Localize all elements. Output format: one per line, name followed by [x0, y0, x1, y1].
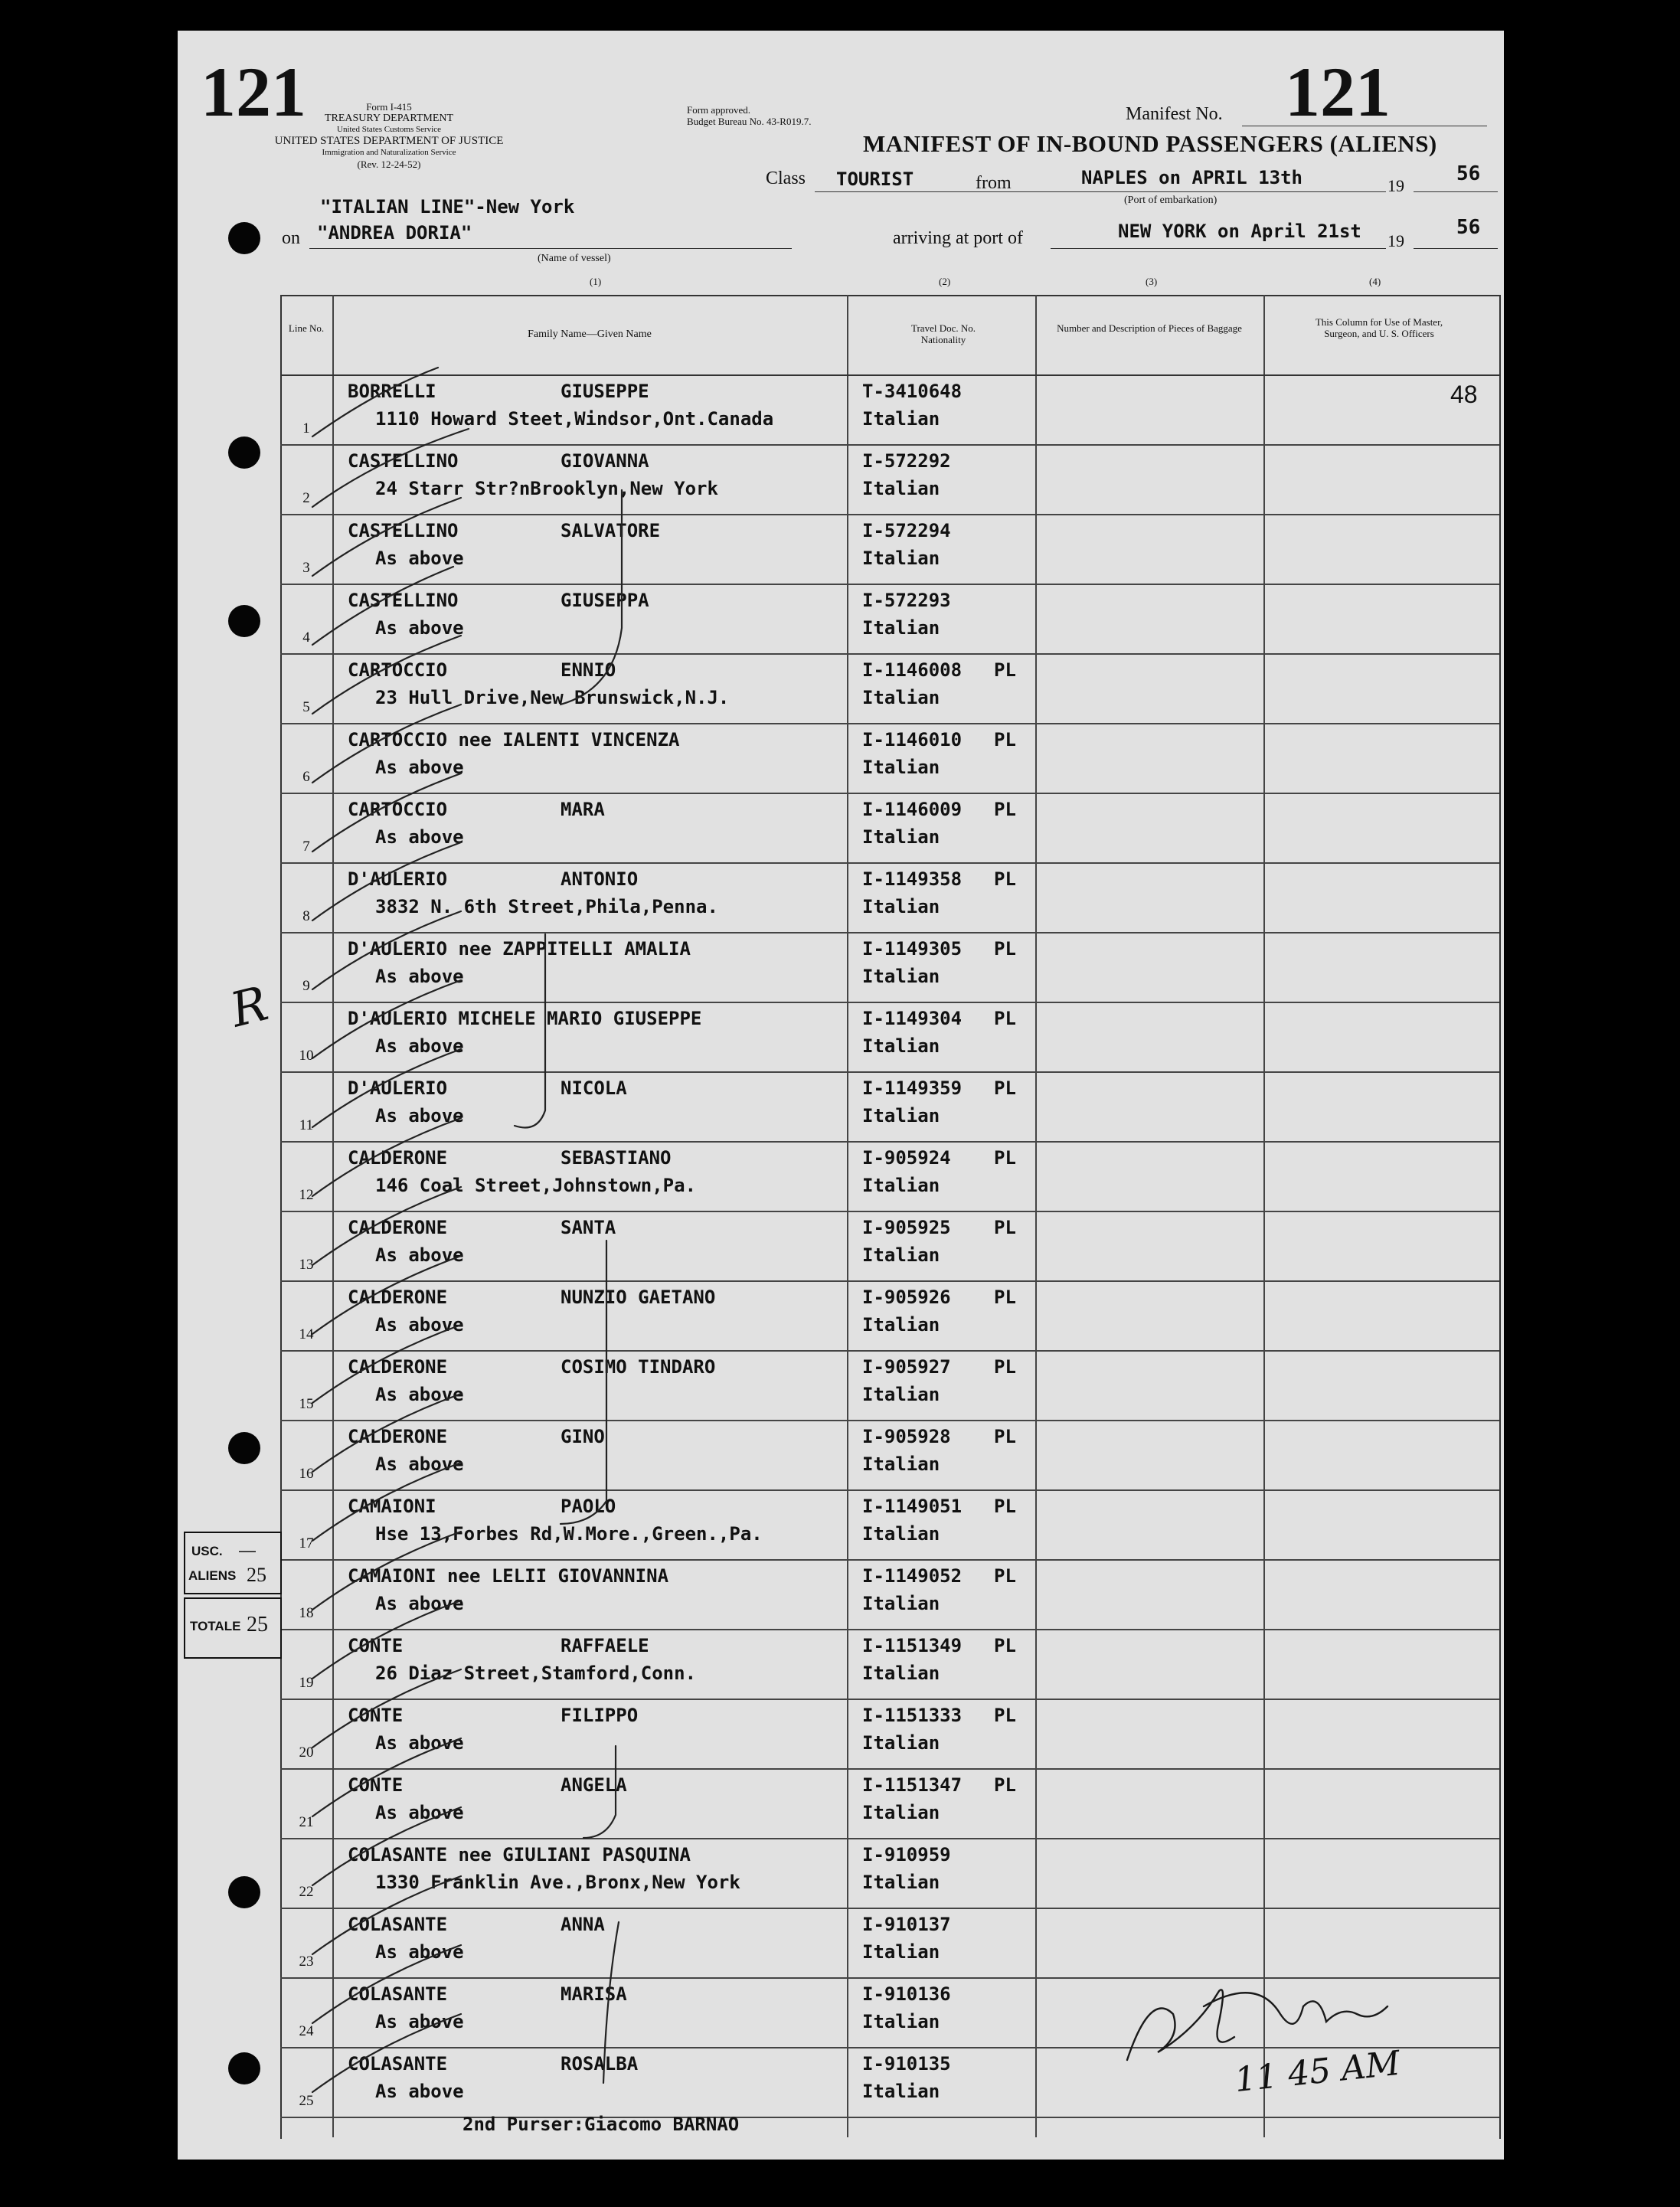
table-row — [280, 723, 1499, 794]
family-name: D'AULERIO nee ZAPPITELLI AMALIA — [348, 938, 691, 960]
table-row — [280, 932, 1499, 1003]
given-name: FILIPPO — [561, 1705, 639, 1726]
travel-doc-no: I-910135 — [862, 2053, 951, 2075]
nationality: Italian — [862, 2081, 940, 2102]
given-name: NICOLA — [561, 1077, 627, 1099]
table-row — [280, 1280, 1499, 1352]
line-number: 16 — [299, 1466, 314, 1482]
address: 26 Diaz Street,Stamford,Conn. — [375, 1663, 697, 1684]
given-name: ANGELA — [561, 1774, 627, 1796]
line-number: 9 — [302, 978, 310, 994]
nationality: Italian — [862, 2011, 940, 2032]
given-name: SEBASTIANO — [561, 1147, 672, 1169]
nationality: Italian — [862, 1453, 940, 1475]
nationality: Italian — [862, 1872, 940, 1893]
travel-doc-no: I-910137 — [862, 1914, 951, 1935]
address: As above — [375, 966, 464, 987]
class-label: Class — [766, 168, 806, 188]
family-name: CASTELLINO — [348, 520, 459, 541]
doc-suffix: PL — [994, 1635, 1016, 1656]
header-doc: Travel Doc. No. Nationality — [910, 322, 976, 345]
line-number: 24 — [299, 2023, 314, 2039]
binder-hole — [228, 1432, 260, 1464]
on-label: on — [282, 228, 300, 248]
page-number-left: 121 — [201, 53, 306, 131]
totale-value: 25 — [247, 1613, 268, 1636]
travel-doc-no: I-910959 — [862, 1844, 951, 1865]
line-number: 11 — [299, 1117, 314, 1133]
form-header-left — [266, 101, 512, 170]
table-row — [280, 1002, 1499, 1073]
nationality: Italian — [862, 408, 940, 430]
usc-label: USC. — [191, 1544, 223, 1558]
vessel-value: "ANDREA DORIA" — [317, 222, 472, 244]
manifest-page — [178, 31, 1504, 2160]
address: As above — [375, 1802, 464, 1823]
page-number-right: 121 — [1285, 53, 1391, 131]
family-name: BORRELLI — [348, 381, 436, 402]
margin-mark: R — [224, 975, 273, 1038]
family-name: CALDERONE — [348, 1147, 448, 1169]
line-number: 17 — [299, 1535, 314, 1551]
address: 3832 N. 6th Street,Phila,Penna. — [375, 896, 718, 917]
from-label: from — [976, 173, 1012, 193]
family-name: CALDERONE — [348, 1356, 448, 1378]
family-name: CALDERONE — [348, 1217, 448, 1238]
manifest-title: MANIFEST OF IN-BOUND PASSENGERS (ALIENS) — [863, 130, 1437, 157]
line-number: 25 — [299, 2093, 314, 2109]
address: As above — [375, 757, 464, 778]
family-name: D'AULERIO — [348, 868, 448, 890]
year-value-1: 56 — [1456, 162, 1481, 185]
line-number: 2 — [302, 490, 310, 506]
nationality: Italian — [862, 966, 940, 987]
table-row — [280, 1629, 1499, 1700]
travel-doc-no: I-1149305 — [862, 938, 963, 960]
table-row — [280, 653, 1499, 724]
travel-doc-no: I-572294 — [862, 520, 951, 541]
family-name: D'AULERIO — [348, 1077, 448, 1099]
treasury-dept: TREASURY DEPARTMENT — [324, 113, 454, 124]
travel-doc-no: I-572292 — [862, 450, 951, 472]
family-name: CONTE — [348, 1774, 404, 1796]
line-number: 1 — [302, 420, 310, 436]
family-name: CASTELLINO — [348, 450, 459, 472]
nationality: Italian — [862, 1941, 940, 1963]
manifest-no-label: Manifest No. — [1126, 104, 1223, 124]
family-name: CALDERONE — [348, 1426, 448, 1447]
address: As above — [375, 1105, 464, 1126]
nationality: Italian — [862, 1732, 940, 1754]
doc-suffix: PL — [994, 938, 1016, 960]
usc-box — [184, 1532, 282, 1594]
line-number: 15 — [299, 1396, 314, 1412]
doc-suffix: PL — [994, 1077, 1016, 1099]
travel-doc-no: I-1149051 — [862, 1496, 963, 1517]
given-name: NUNZIO GAETANO — [561, 1287, 716, 1308]
family-name: CONTE — [348, 1705, 404, 1726]
family-name: CONTE — [348, 1635, 404, 1656]
travel-doc-no: I-1149304 — [862, 1008, 963, 1029]
given-name: SANTA — [561, 1217, 616, 1238]
given-name: ANNA — [561, 1914, 605, 1935]
travel-doc-no: I-1146008 — [862, 659, 963, 681]
year-prefix-1: 19 — [1387, 176, 1404, 195]
given-name: GIOVANNA — [561, 450, 649, 472]
year-line-1 — [1414, 191, 1498, 192]
line-number: 14 — [299, 1326, 314, 1342]
arrival-value: NEW YORK on April 21st — [1118, 221, 1361, 242]
family-name: COLASANTE — [348, 1914, 448, 1935]
table-row — [280, 444, 1499, 515]
table-header — [280, 295, 1499, 376]
travel-doc-no: I-572293 — [862, 590, 951, 611]
doc-suffix: PL — [994, 1008, 1016, 1029]
address: 24 Starr Str?nBrooklyn,New York — [375, 478, 718, 499]
address: As above — [375, 826, 464, 848]
table-row — [280, 1211, 1499, 1282]
table-row — [280, 514, 1499, 585]
travel-doc-no: I-905926 — [862, 1287, 951, 1308]
travel-doc-no: I-905927 — [862, 1356, 951, 1378]
nationality: Italian — [862, 1244, 940, 1266]
table-row — [280, 1350, 1499, 1421]
from-line — [1028, 191, 1386, 192]
family-name: CALDERONE — [348, 1287, 448, 1308]
table-row — [280, 1489, 1499, 1561]
travel-doc-no: I-1151347 — [862, 1774, 963, 1796]
table-row — [280, 1838, 1499, 1909]
given-name: ANTONIO — [561, 868, 639, 890]
given-name: GINO — [561, 1426, 605, 1447]
address: As above — [375, 617, 464, 639]
given-name: GIUSEPPE — [561, 381, 649, 402]
vessel-line — [309, 248, 792, 249]
nationality: Italian — [862, 1175, 940, 1196]
family-name: CARTOCCIO — [348, 659, 448, 681]
address: As above — [375, 1244, 464, 1266]
given-name: MARA — [561, 799, 605, 820]
doc-suffix: PL — [994, 1217, 1016, 1238]
address: As above — [375, 1941, 464, 1963]
port-embark-caption: (Port of embarkation) — [1124, 195, 1218, 206]
address: 1110 Howard Steet,Windsor,Ont.Canada — [375, 408, 774, 430]
given-name: MARISA — [561, 1983, 627, 2005]
binder-hole — [228, 605, 260, 637]
nationality: Italian — [862, 826, 940, 848]
travel-doc-no: I-1149358 — [862, 868, 963, 890]
address: Hse 13,Forbes Rd,W.More.,Green.,Pa. — [375, 1523, 763, 1545]
nationality: Italian — [862, 1593, 940, 1614]
given-name: GIUSEPPA — [561, 590, 649, 611]
doc-suffix: PL — [994, 1426, 1016, 1447]
line-number: 18 — [299, 1605, 314, 1621]
form-revision: (Rev. 12-24-52) — [357, 159, 421, 170]
column-number-4: (4) — [1369, 276, 1381, 287]
year-prefix-2: 19 — [1387, 231, 1404, 250]
address: As above — [375, 1035, 464, 1057]
family-name: COLASANTE — [348, 2053, 448, 2075]
year-line-2 — [1414, 248, 1498, 249]
table-row — [280, 862, 1499, 933]
vessel-caption: (Name of vessel) — [538, 253, 611, 264]
line-number: 23 — [299, 1954, 314, 1970]
year-value-2: 56 — [1456, 216, 1481, 239]
given-name: SALVATORE — [561, 520, 661, 541]
doc-suffix: PL — [994, 1356, 1016, 1378]
family-name: COLASANTE — [348, 1983, 448, 2005]
aliens-value: 25 — [247, 1564, 266, 1586]
doc-suffix: PL — [994, 868, 1016, 890]
line-number: 22 — [299, 1884, 314, 1900]
travel-doc-no: I-1151349 — [862, 1635, 963, 1656]
address: 146 Coal Street,Johnstown,Pa. — [375, 1175, 697, 1196]
doc-suffix: PL — [994, 799, 1016, 820]
travel-doc-no: I-905925 — [862, 1217, 951, 1238]
travel-doc-no: I-1149052 — [862, 1565, 963, 1587]
binder-hole — [228, 436, 260, 469]
table-row — [280, 1559, 1499, 1630]
header-name: Family Name—Given Name — [528, 329, 652, 340]
arrival-line — [1051, 248, 1386, 249]
address: 23 Hull Drive,New Brunswick,N.J. — [375, 687, 730, 708]
doc-suffix: PL — [994, 659, 1016, 681]
given-name: COSIMO TINDARO — [561, 1356, 716, 1378]
nationality: Italian — [862, 1314, 940, 1336]
doc-suffix: PL — [994, 1496, 1016, 1517]
table-row — [280, 1141, 1499, 1212]
nationality: Italian — [862, 896, 940, 917]
travel-doc-no: T-3410648 — [862, 381, 963, 402]
signature-time: 11 45 AM — [1232, 2043, 1402, 2101]
form-approved: Form approved. — [687, 104, 751, 116]
officer-note: 48 — [1450, 381, 1478, 408]
nationality: Italian — [862, 478, 940, 499]
class-value: TOURIST — [836, 168, 914, 190]
line-number: 3 — [302, 560, 310, 576]
aliens-label: ALIENS — [188, 1568, 237, 1583]
family-name: CARTOCCIO — [348, 799, 448, 820]
given-name: ROSALBA — [561, 2053, 639, 2075]
address: As above — [375, 548, 464, 569]
address: As above — [375, 2081, 464, 2102]
nationality: Italian — [862, 1663, 940, 1684]
nationality: Italian — [862, 687, 940, 708]
family-name: D'AULERIO MICHELE MARIO GIUSEPPE — [348, 1008, 702, 1029]
doc-suffix: PL — [994, 1705, 1016, 1726]
given-name: ENNIO — [561, 659, 616, 681]
nationality: Italian — [862, 617, 940, 639]
nationality: Italian — [862, 548, 940, 569]
table-row — [280, 1420, 1499, 1491]
address: 1330 Franklin Ave.,Bronx,New York — [375, 1872, 740, 1893]
address: As above — [375, 1453, 464, 1475]
column-number-3: (3) — [1146, 276, 1158, 287]
family-name: CAMAIONI nee LELII GIOVANNINA — [348, 1565, 669, 1587]
doc-suffix: PL — [994, 729, 1016, 750]
travel-doc-no: I-910136 — [862, 1983, 951, 2005]
table-row — [280, 793, 1499, 864]
usc-value: — — [239, 1541, 256, 1560]
header-line-no: Line No. — [288, 322, 325, 334]
family-name: CAMAIONI — [348, 1496, 436, 1517]
nationality: Italian — [862, 1105, 940, 1126]
doc-suffix: PL — [994, 1774, 1016, 1796]
line-number: 13 — [299, 1257, 314, 1273]
travel-doc-no: I-905928 — [862, 1426, 951, 1447]
family-name: CARTOCCIO nee IALENTI VINCENZA — [348, 729, 680, 750]
line-number: 6 — [302, 769, 310, 785]
table-row — [280, 1699, 1499, 1770]
binder-hole — [228, 2052, 260, 2084]
nationality: Italian — [862, 1384, 940, 1405]
ins-service: Immigration and Naturalization Service — [322, 148, 456, 157]
header-baggage: Number and Description of Pieces of Baggage — [1057, 322, 1242, 334]
doc-suffix: PL — [994, 1287, 1016, 1308]
line-number: 5 — [302, 699, 310, 715]
line-number: 8 — [302, 908, 310, 924]
binder-hole — [228, 222, 260, 254]
table-row — [280, 584, 1499, 655]
table-row — [280, 374, 1499, 446]
given-name: PAOLO — [561, 1496, 616, 1517]
travel-doc-no: I-1146009 — [862, 799, 963, 820]
line-number: 19 — [299, 1675, 314, 1691]
address: As above — [375, 1593, 464, 1614]
arriving-label: arriving at port of — [893, 228, 1023, 248]
address: As above — [375, 1384, 464, 1405]
column-number-2: (2) — [939, 276, 951, 287]
nationality: Italian — [862, 1802, 940, 1823]
line-number: 21 — [299, 1814, 314, 1830]
customs-service: United States Customs Service — [337, 125, 441, 134]
travel-doc-no: I-905924 — [862, 1147, 951, 1169]
doc-suffix: PL — [994, 1147, 1016, 1169]
travel-doc-no: I-1149359 — [862, 1077, 963, 1099]
budget-bureau: Budget Bureau No. 43-R019.7. — [687, 116, 812, 127]
binder-hole — [228, 1876, 260, 1908]
table-row — [280, 1768, 1499, 1839]
purser-footer: 2nd Purser:Giacomo BARNAO — [462, 2114, 740, 2135]
line-number: 12 — [299, 1187, 314, 1203]
column-number-1: (1) — [590, 276, 602, 287]
nationality: Italian — [862, 757, 940, 778]
line-number: 4 — [302, 629, 310, 646]
nationality: Italian — [862, 1035, 940, 1057]
doc-suffix: PL — [994, 1565, 1016, 1587]
from-value: NAPLES on APRIL 13th — [1081, 167, 1302, 188]
family-name: CASTELLINO — [348, 590, 459, 611]
line-number: 10 — [299, 1048, 314, 1064]
table-row — [280, 1071, 1499, 1143]
form-number: Form I-415 — [366, 101, 412, 113]
totale-box — [184, 1597, 282, 1659]
tally-stamp — [178, 1532, 285, 1735]
address: As above — [375, 1732, 464, 1754]
travel-doc-no: I-1146010 — [862, 729, 963, 750]
header-officers: This Column for Use of Master, Surgeon, and U. S. Officers — [1315, 316, 1443, 339]
line-value: "ITALIAN LINE"-New York — [320, 196, 575, 217]
line-number: 20 — [299, 1744, 314, 1761]
passenger-table — [280, 295, 1502, 2133]
given-name: RAFFAELE — [561, 1635, 649, 1656]
justice-dept: UNITED STATES DEPARTMENT OF JUSTICE — [274, 135, 504, 147]
line-number: 7 — [302, 839, 310, 855]
nationality: Italian — [862, 1523, 940, 1545]
address: As above — [375, 1314, 464, 1336]
family-name: COLASANTE nee GIULIANI PASQUINA — [348, 1844, 691, 1865]
totale-label: TOTALE — [190, 1619, 241, 1633]
address: As above — [375, 2011, 464, 2032]
travel-doc-no: I-1151333 — [862, 1705, 963, 1726]
